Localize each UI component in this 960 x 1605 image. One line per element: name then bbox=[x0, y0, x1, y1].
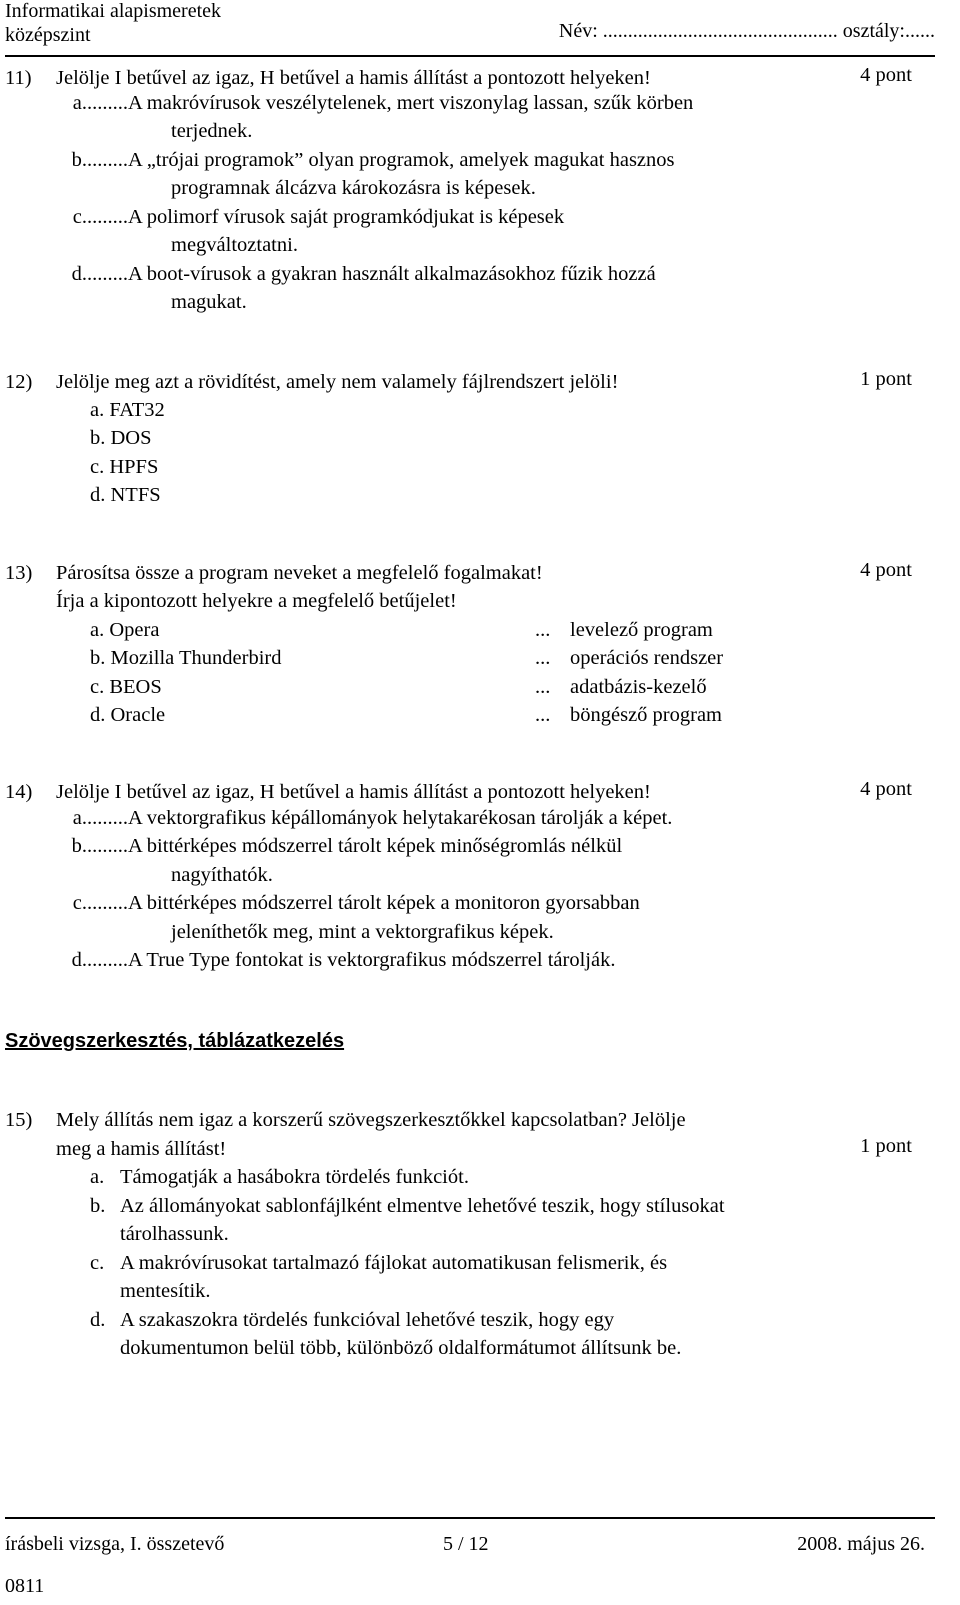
tf-item-b-cont: programnak álcázva károkozásra is képesek. bbox=[171, 177, 536, 199]
tf-item-c-cont: megváltoztatni. bbox=[171, 234, 298, 256]
footer-page-number: 5 / 12 bbox=[443, 1533, 489, 1555]
question-text-cont: meg a hamis állítást! bbox=[56, 1138, 227, 1160]
question-text: Párosítsa össze a program neveket a megfelelő fogalmakat! bbox=[56, 562, 543, 584]
answer-blank[interactable]: ........ bbox=[87, 149, 128, 171]
match-right-3: adatbázis-kezelő bbox=[570, 676, 707, 698]
match-right-2: operációs rendszer bbox=[570, 647, 724, 669]
option-c-cont: mentesítik. bbox=[120, 1280, 211, 1302]
footer-rule bbox=[5, 1517, 935, 1519]
question-points: 4 pont bbox=[860, 64, 912, 86]
footer-date: 2008. május 26. bbox=[797, 1533, 925, 1555]
question-points: 1 pont bbox=[860, 1135, 912, 1157]
option-b[interactable]: b. DOS bbox=[90, 427, 152, 449]
section-title: Szövegszerkesztés, táblázatkezelés bbox=[5, 1030, 345, 1052]
tf-item-c-cont: jeleníthetők meg, mint a vektorgrafikus képek. bbox=[171, 921, 554, 943]
question-text: Jelölje I betűvel az igaz, H betűvel a hamis állítást a pontozott helyeken! bbox=[56, 67, 651, 89]
match-left-c: c. BEOS bbox=[90, 676, 162, 698]
footer-code: 0811 bbox=[5, 1575, 45, 1597]
footer-exam: írásbeli vizsga, I. összetevő bbox=[5, 1533, 225, 1555]
option-c[interactable]: c. HPFS bbox=[90, 456, 159, 478]
answer-blank[interactable]: ........ bbox=[87, 892, 128, 914]
answer-blank[interactable]: ... bbox=[535, 647, 551, 669]
option-a-label: a. bbox=[90, 1166, 105, 1188]
option-c-label: c. bbox=[90, 1252, 105, 1274]
option-d-cont: dokumentumon belül több, különböző oldalformátumot állítsunk be. bbox=[120, 1337, 682, 1359]
answer-blank[interactable]: ... bbox=[535, 704, 551, 726]
tf-item-c: c.........A bittérképes módszerrel tárolt képek a monitoron gyorsabban bbox=[72, 892, 640, 914]
tf-item-b: b.........A „trójai programok” olyan programok, amelyek magukat hasznos bbox=[71, 149, 675, 171]
header-level: középszint bbox=[5, 24, 91, 46]
option-b-label: b. bbox=[90, 1195, 106, 1217]
question-points: 1 pont bbox=[860, 368, 912, 390]
answer-blank[interactable]: ........ bbox=[87, 263, 128, 285]
match-left-a: a. Opera bbox=[90, 619, 160, 641]
tf-item-a: a.........A vektorgrafikus képállományok helytakarékosan tárolják a képet. bbox=[72, 807, 673, 829]
option-a[interactable]: Támogatják a hasábokra tördelés funkciót. bbox=[120, 1166, 469, 1188]
option-b-cont: tárolhassunk. bbox=[120, 1223, 229, 1245]
header-name-field: Név: ............................................... osztály:...... bbox=[558, 20, 935, 42]
question-number: 11) bbox=[5, 67, 32, 89]
answer-blank[interactable]: ... bbox=[535, 619, 551, 641]
question-number: 13) bbox=[5, 562, 33, 584]
match-right-4: böngésző program bbox=[570, 704, 722, 726]
answer-blank[interactable]: ... bbox=[535, 676, 551, 698]
question-number: 12) bbox=[5, 371, 33, 393]
option-d[interactable]: d. NTFS bbox=[90, 484, 161, 506]
question-text: Mely állítás nem igaz a korszerű szövegszerkesztőkkel kapcsolatban? Jelölje bbox=[56, 1109, 686, 1131]
match-left-d: d. Oracle bbox=[90, 704, 166, 726]
question-points: 4 pont bbox=[860, 559, 912, 581]
tf-item-d-cont: magukat. bbox=[171, 291, 247, 313]
match-right-1: levelező program bbox=[570, 619, 713, 641]
option-a[interactable]: a. FAT32 bbox=[90, 399, 165, 421]
question-text: Jelölje I betűvel az igaz, H betűvel a hamis állítást a pontozott helyeken! bbox=[56, 781, 651, 803]
tf-item-a-cont: terjednek. bbox=[171, 120, 253, 142]
tf-item-d: d.........A True Type fontokat is vektorgrafikus módszerrel tárolják. bbox=[71, 949, 616, 971]
tf-item-d: d.........A boot-vírusok a gyakran használt alkalmazásokhoz fűzik hozzá bbox=[71, 263, 656, 285]
option-b[interactable]: Az állományokat sablonfájlként elmentve lehetővé teszik, hogy stílusokat bbox=[120, 1195, 725, 1217]
answer-blank[interactable]: ........ bbox=[87, 92, 128, 114]
question-instruction: Írja a kipontozott helyekre a megfelelő betűjelet! bbox=[56, 590, 457, 612]
answer-blank[interactable]: ........ bbox=[87, 835, 128, 857]
header-rule bbox=[5, 55, 935, 57]
question-text: Jelölje meg azt a rövidítést, amely nem valamely fájlrendszert jelöli! bbox=[56, 371, 619, 393]
question-number: 14) bbox=[5, 781, 33, 803]
option-d-label: d. bbox=[90, 1309, 106, 1331]
tf-item-c: c.........A polimorf vírusok saját programkódjukat is képesek bbox=[72, 206, 565, 228]
header-subject: Informatikai alapismeretek bbox=[5, 0, 222, 22]
answer-blank[interactable]: ........ bbox=[87, 206, 128, 228]
tf-item-b-cont: nagyíthatók. bbox=[171, 864, 273, 886]
answer-blank[interactable]: ........ bbox=[87, 949, 128, 971]
match-left-b: b. Mozilla Thunderbird bbox=[90, 647, 282, 669]
tf-item-a: a.........A makróvírusok veszélytelenek, mert viszonylag lassan, szűk körben bbox=[72, 92, 694, 114]
answer-blank[interactable]: ........ bbox=[87, 807, 128, 829]
option-d[interactable]: A szakaszokra tördelés funkcióval lehetővé teszik, hogy egy bbox=[120, 1309, 615, 1331]
option-c[interactable]: A makróvírusokat tartalmazó fájlokat automatikusan felismerik, és bbox=[120, 1252, 668, 1274]
question-points: 4 pont bbox=[860, 778, 912, 800]
question-number: 15) bbox=[5, 1109, 33, 1131]
tf-item-b: b.........A bittérképes módszerrel tárolt képek minőségromlás nélkül bbox=[71, 835, 623, 857]
